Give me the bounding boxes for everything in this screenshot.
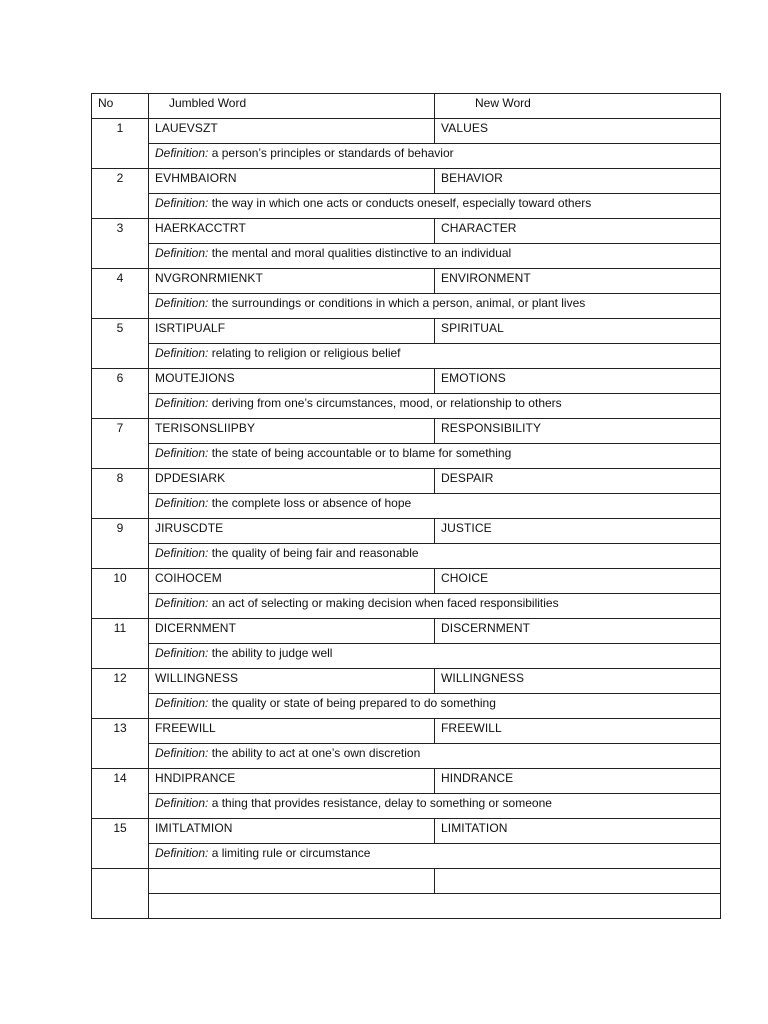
item-number: 11 — [92, 619, 149, 669]
definition-cell — [149, 794, 721, 819]
definition-label: Definition: — [155, 146, 209, 160]
table-row — [92, 669, 721, 694]
jumbled-word-cell: JIRUSCDTE — [149, 519, 435, 544]
definition-label: Definition: — [155, 196, 209, 210]
definition-text: an act of selecting or making decision when faced responsibilities — [211, 596, 559, 610]
new-word-cell: SPIRITUAL — [435, 319, 721, 344]
new-word-cell: HINDRANCE — [435, 769, 721, 794]
definition-row — [92, 544, 721, 569]
jumbled-word-cell: DPDESIARK — [149, 469, 435, 494]
new-word-cell: VALUES — [435, 119, 721, 144]
definition-label: Definition: — [155, 396, 209, 410]
definition-cell — [149, 194, 721, 219]
definition-label: Definition: — [155, 796, 209, 810]
definition-row — [92, 844, 721, 869]
definition-text: a limiting rule or circumstance — [211, 846, 371, 860]
definition-label: Definition: — [155, 746, 209, 760]
new-word-cell: CHARACTER — [435, 219, 721, 244]
table-row — [92, 869, 721, 894]
definition-label: Definition: — [155, 346, 209, 360]
item-number — [92, 869, 149, 919]
definition-row — [92, 144, 721, 169]
table-body — [92, 94, 721, 919]
item-number: 15 — [92, 819, 149, 869]
table-row — [92, 319, 721, 344]
table-row — [92, 419, 721, 444]
item-number: 14 — [92, 769, 149, 819]
new-word-cell — [435, 869, 721, 894]
definition-cell — [149, 694, 721, 719]
definition-cell — [149, 344, 721, 369]
definition-text: the surroundings or conditions in which a person, animal, or plant lives — [211, 296, 586, 310]
definition-label: Definition: — [155, 646, 209, 660]
definition-text: deriving from one’s circumstances, mood, or relationship to others — [211, 396, 562, 410]
definition-text: the mental and moral qualities distinctive to an individual — [211, 246, 512, 260]
definition-label: Definition: — [155, 446, 209, 460]
table-row — [92, 269, 721, 294]
definition-text: relating to religion or religious belief — [211, 346, 401, 360]
definition-row — [92, 444, 721, 469]
definition-row — [92, 394, 721, 419]
definition-row — [92, 344, 721, 369]
jumbled-word-cell: WILLINGNESS — [149, 669, 435, 694]
jumbled-word-cell: NVGRONRMIENKT — [149, 269, 435, 294]
header-jumbled-word: Jumbled Word — [149, 94, 435, 119]
new-word-cell: WILLINGNESS — [435, 669, 721, 694]
table-row — [92, 369, 721, 394]
jumbled-word-cell: ISRTIPUALF — [149, 319, 435, 344]
jumbled-word-cell: MOUTEJIONS — [149, 369, 435, 394]
definition-label: Definition: — [155, 546, 209, 560]
table-row — [92, 169, 721, 194]
definition-cell — [149, 894, 721, 919]
new-word-cell: JUSTICE — [435, 519, 721, 544]
definition-text: the way in which one acts or conducts oneself, especially toward others — [211, 196, 592, 210]
definition-label: Definition: — [155, 596, 209, 610]
item-number: 10 — [92, 569, 149, 619]
jumbled-word-cell: HAERKACCTRT — [149, 219, 435, 244]
definition-cell — [149, 494, 721, 519]
new-word-cell: FREEWILL — [435, 719, 721, 744]
definition-cell — [149, 394, 721, 419]
table-row — [92, 769, 721, 794]
definition-row — [92, 244, 721, 269]
new-word-cell: DESPAIR — [435, 469, 721, 494]
table-row — [92, 719, 721, 744]
item-number: 1 — [92, 119, 149, 169]
definition-text: the quality of being fair and reasonable — [211, 546, 419, 560]
jumbled-word-cell: EVHMBAIORN — [149, 169, 435, 194]
jumbled-word-table — [91, 93, 721, 919]
jumbled-word-cell: LAUEVSZT — [149, 119, 435, 144]
table-row — [92, 819, 721, 844]
item-number: 4 — [92, 269, 149, 319]
definition-text: a thing that provides resistance, delay to something or someone — [211, 796, 552, 810]
definition-label: Definition: — [155, 846, 209, 860]
definition-cell — [149, 244, 721, 269]
definition-cell — [149, 144, 721, 169]
header-no: No — [92, 94, 149, 119]
definition-cell — [149, 844, 721, 869]
definition-label: Definition: — [155, 696, 209, 710]
definition-row — [92, 494, 721, 519]
definition-row — [92, 194, 721, 219]
table-row — [92, 119, 721, 144]
new-word-cell: ENVIRONMENT — [435, 269, 721, 294]
jumbled-word-cell: FREEWILL — [149, 719, 435, 744]
definition-label: Definition: — [155, 496, 209, 510]
item-number: 12 — [92, 669, 149, 719]
definition-cell — [149, 744, 721, 769]
new-word-cell: EMOTIONS — [435, 369, 721, 394]
definition-row — [92, 644, 721, 669]
jumbled-word-cell: TERISONSLIIPBY — [149, 419, 435, 444]
new-word-cell: CHOICE — [435, 569, 721, 594]
definition-cell — [149, 444, 721, 469]
definition-row — [92, 894, 721, 919]
jumbled-word-cell: DICERNMENT — [149, 619, 435, 644]
new-word-cell: LIMITATION — [435, 819, 721, 844]
item-number: 5 — [92, 319, 149, 369]
definition-text: the ability to judge well — [211, 646, 333, 660]
new-word-cell: BEHAVIOR — [435, 169, 721, 194]
item-number: 2 — [92, 169, 149, 219]
item-number: 7 — [92, 419, 149, 469]
table-row — [92, 619, 721, 644]
definition-row — [92, 744, 721, 769]
table-row — [92, 469, 721, 494]
table-header-row — [92, 94, 721, 119]
jumbled-word-cell: HNDIPRANCE — [149, 769, 435, 794]
table-row — [92, 219, 721, 244]
new-word-cell: RESPONSIBILITY — [435, 419, 721, 444]
definition-cell — [149, 544, 721, 569]
item-number: 13 — [92, 719, 149, 769]
definition-cell — [149, 594, 721, 619]
jumbled-word-cell: COIHOCEM — [149, 569, 435, 594]
item-number: 6 — [92, 369, 149, 419]
definition-cell — [149, 294, 721, 319]
definition-row — [92, 594, 721, 619]
definition-row — [92, 794, 721, 819]
definition-label: Definition: — [155, 296, 209, 310]
item-number: 8 — [92, 469, 149, 519]
definition-label: Definition: — [155, 246, 209, 260]
definition-cell — [149, 644, 721, 669]
definition-text: a person’s principles or standards of behavior — [211, 146, 454, 160]
definition-row — [92, 694, 721, 719]
table-row — [92, 569, 721, 594]
definition-text: the complete loss or absence of hope — [211, 496, 412, 510]
new-word-cell: DISCERNMENT — [435, 619, 721, 644]
definition-row — [92, 294, 721, 319]
table-row — [92, 519, 721, 544]
jumbled-word-cell — [149, 869, 435, 894]
item-number: 9 — [92, 519, 149, 569]
header-new-word: New Word — [435, 94, 721, 119]
item-number: 3 — [92, 219, 149, 269]
definition-text: the quality or state of being prepared to do something — [211, 696, 496, 710]
definition-text: the ability to act at one’s own discretion — [211, 746, 421, 760]
definition-text: the state of being accountable or to blame for something — [211, 446, 512, 460]
jumbled-word-cell: IMITLATMION — [149, 819, 435, 844]
